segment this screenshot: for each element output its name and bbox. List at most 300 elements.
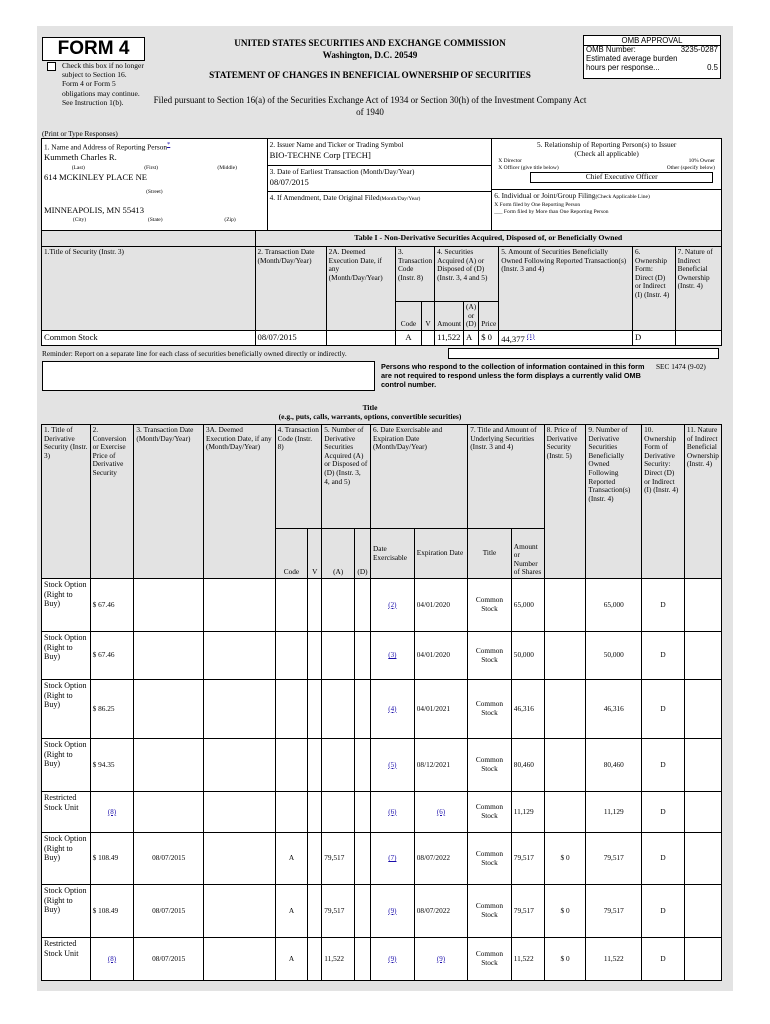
t2-form bbox=[642, 739, 685, 792]
t2-date-ex-header: Date Exercisable bbox=[370, 529, 414, 579]
t2-code bbox=[275, 938, 308, 981]
table-row bbox=[42, 885, 722, 938]
no-longer-subject-checkbox[interactable] bbox=[47, 62, 56, 71]
filing-one-mark[interactable]: X bbox=[494, 201, 499, 208]
t2-security bbox=[42, 579, 91, 632]
reporting-person-name: Kummeth Charles R. bbox=[44, 152, 117, 163]
t2-code-header: Code bbox=[275, 529, 308, 579]
t2-price-link[interactable]: (8) bbox=[107, 954, 117, 963]
t2-price bbox=[90, 885, 134, 938]
reporting-person-label: 1. Name and Address of Reporting Person bbox=[44, 142, 168, 152]
t2-deriv-price-text: $ 0 bbox=[560, 905, 570, 915]
t2-form-text: D bbox=[660, 650, 666, 660]
t1-security: Common Stock bbox=[42, 330, 256, 345]
t2-v bbox=[308, 680, 322, 739]
t2-owned bbox=[586, 792, 642, 833]
t2-acquired bbox=[322, 632, 355, 680]
t2-date bbox=[134, 938, 204, 981]
t2-nature bbox=[684, 885, 721, 938]
t2-underlying-amount-text: 11,129 bbox=[513, 806, 534, 816]
t2-deriv-price-text: $ 0 bbox=[560, 953, 570, 963]
t2-expiration bbox=[414, 739, 467, 792]
t2-price-text: $ 86.25 bbox=[92, 703, 115, 713]
reporting-city-state: MINNEAPOLIS, MN 55413 bbox=[44, 205, 145, 216]
t2-acquired bbox=[322, 579, 355, 632]
table-row bbox=[42, 579, 722, 632]
t2-expiration-text: 04/01/2021 bbox=[416, 703, 451, 713]
t2-date bbox=[134, 739, 204, 792]
t2-underlying-amount bbox=[511, 938, 544, 981]
t2-h6: 6. Date Exercisable and Expiration Date (Month/Day/Year) bbox=[370, 425, 467, 529]
t2-date bbox=[134, 833, 204, 885]
t2-underlying-title-text: Common Stock bbox=[475, 848, 504, 867]
table-row bbox=[42, 632, 722, 680]
table-1 bbox=[41, 230, 722, 346]
t2-price-text: $ 67.46 bbox=[92, 650, 115, 660]
t2-disposed bbox=[355, 739, 371, 792]
t2-deriv-price bbox=[544, 792, 586, 833]
table-row bbox=[42, 938, 722, 981]
t2-form-text: D bbox=[660, 806, 666, 816]
t2-h8: 8. Price of Derivative Security (Instr. 5) bbox=[544, 425, 586, 579]
t2-code bbox=[275, 792, 308, 833]
t2-price-text: $ 94.35 bbox=[92, 759, 115, 769]
t2-price bbox=[90, 632, 134, 680]
t2-title-block bbox=[150, 403, 590, 421]
t2-acquired-text: 79,517 bbox=[324, 853, 345, 863]
t2-date-text: 08/07/2015 bbox=[152, 953, 186, 963]
t2-underlying-amount bbox=[511, 885, 544, 938]
t2-date bbox=[134, 579, 204, 632]
t2-deriv-price-text: $ 0 bbox=[560, 853, 570, 863]
t2-price-link[interactable]: (8) bbox=[107, 807, 117, 816]
t2-underlying-amount bbox=[511, 632, 544, 680]
t2-underlying-title-text: Common Stock bbox=[475, 901, 504, 919]
t2-underlying-title-text: Common Stock bbox=[475, 802, 504, 820]
t2-deemed bbox=[204, 792, 276, 833]
t2-date bbox=[134, 632, 204, 680]
t2-deriv-price bbox=[544, 938, 586, 981]
t2-form bbox=[642, 885, 685, 938]
t2-code bbox=[275, 680, 308, 739]
t2-acquired bbox=[322, 833, 355, 885]
t2-acquired-text: 79,517 bbox=[324, 905, 345, 915]
t1-date: 08/07/2015 bbox=[255, 330, 326, 345]
table-row bbox=[42, 833, 722, 885]
t2-owned bbox=[586, 833, 642, 885]
statement-title: STATEMENT OF CHANGES IN BENEFICIAL OWNERSHIP OF SECURITIES bbox=[209, 70, 531, 80]
t2-h10: 10. Ownership Form of Derivative Security: Direct (D) or Indirect (I) (Instr. 4) bbox=[642, 425, 685, 579]
t2-deriv-price bbox=[544, 680, 586, 739]
t2-underlying-title bbox=[468, 833, 512, 885]
t2-date-exercisable-link[interactable]: (6) bbox=[388, 807, 397, 816]
issuer-label: 2. Issuer Name and Ticker or Trading Symbol bbox=[269, 140, 404, 149]
t1-code: A bbox=[395, 330, 421, 345]
t2-security bbox=[42, 739, 91, 792]
t2-underlying-title bbox=[468, 739, 512, 792]
t2-deriv-price bbox=[544, 739, 586, 792]
t2-v-header: V bbox=[308, 529, 322, 579]
t2-underlying-amount-text: 79,517 bbox=[513, 853, 534, 863]
sec-number: SEC 1474 (9-02) bbox=[656, 362, 706, 371]
t2-expiration bbox=[414, 885, 467, 938]
t2-date-exercisable bbox=[370, 938, 414, 981]
t2-security bbox=[42, 792, 91, 833]
t2-date-exercisable bbox=[370, 833, 414, 885]
t2-disposed bbox=[355, 833, 371, 885]
t1-h5: 5. Amount of Securities Beneficially Owned Following Reported Transaction(s) (Instr. 3 and 4) bbox=[499, 247, 633, 331]
t2-nature bbox=[684, 938, 721, 981]
t2-underlying-amount-text: 65,000 bbox=[513, 599, 534, 609]
t1-h7: 7. Nature of Indirect Beneficial Ownership (Instr. 4) bbox=[675, 247, 721, 331]
table-2 bbox=[41, 424, 722, 981]
t2-date-exercisable bbox=[370, 680, 414, 739]
t1-footnote-link[interactable]: (1) bbox=[526, 332, 535, 340]
t1-deemed bbox=[326, 330, 395, 345]
t2-deriv-price bbox=[544, 833, 586, 885]
form-label: FORM 4 bbox=[42, 37, 145, 61]
t2-nature bbox=[684, 792, 721, 833]
t2-a-header: (A) bbox=[322, 529, 355, 579]
filed-pursuant: Filed pursuant to Section 16(a) of the Securities Exchange Act of 1934 or Section 30(h) of the Investment Company Act of 1940 bbox=[153, 95, 587, 117]
check-box-text: Check this box if no longer subject to Section 16. Form 4 or Form 5 obligations may continue. See Instruction 1(b). bbox=[62, 61, 144, 107]
t2-form-text: D bbox=[660, 953, 666, 963]
t2-disposed bbox=[355, 579, 371, 632]
t1-code-header: Code bbox=[395, 302, 421, 331]
t2-deriv-price bbox=[544, 632, 586, 680]
t2-form bbox=[642, 632, 685, 680]
state-label: (State) bbox=[147, 217, 163, 224]
reporting-info-table bbox=[41, 138, 722, 231]
t2-v bbox=[308, 632, 322, 680]
t2-price-text: $ 108.49 bbox=[92, 853, 119, 863]
reporting-street: 614 MCKINLEY PLACE NE bbox=[44, 172, 148, 183]
t2-security-text: Stock Option (Right to Buy) bbox=[44, 633, 87, 661]
t2-amount-header: Amount or Number of Shares bbox=[511, 529, 544, 579]
t2-deemed bbox=[204, 885, 276, 938]
agency-location: Washington, D.C. 20549 bbox=[322, 50, 418, 60]
t2-form bbox=[642, 938, 685, 981]
t2-expiration-text: 04/01/2020 bbox=[416, 650, 451, 660]
t1-h3: 3. Transaction Code (Instr. 8) bbox=[395, 247, 434, 302]
t2-nature bbox=[684, 579, 721, 632]
t2-form-text: D bbox=[660, 905, 666, 915]
t1-v bbox=[421, 330, 434, 345]
relationship-sub: (Check all applicable) bbox=[574, 148, 639, 158]
t2-date-exercisable-link[interactable]: (5) bbox=[388, 760, 397, 769]
t2-code-text: A bbox=[288, 853, 295, 863]
t2-owned-text: 50,000 bbox=[603, 650, 624, 660]
table-row bbox=[42, 680, 722, 739]
t2-underlying-amount bbox=[511, 579, 544, 632]
t2-date-exercisable-link[interactable]: (9) bbox=[388, 906, 397, 915]
t2-h3a: 3A. Deemed Execution Date, if any (Month/Day/Year) bbox=[204, 425, 276, 579]
t2-disposed bbox=[355, 632, 371, 680]
t2-underlying-title bbox=[468, 885, 512, 938]
t2-nature bbox=[684, 739, 721, 792]
t2-disposed bbox=[355, 680, 371, 739]
t2-expiration bbox=[414, 833, 467, 885]
omb-approval-box bbox=[583, 35, 721, 79]
amendment-label: 4. If Amendment, Date Original Filed bbox=[269, 193, 380, 202]
t2-disposed bbox=[355, 792, 371, 833]
t2-security-text: Stock Option (Right to Buy) bbox=[44, 834, 87, 862]
agency-name: UNITED STATES SECURITIES AND EXCHANGE COMMISSION bbox=[234, 38, 506, 48]
t2-date-exercisable bbox=[370, 579, 414, 632]
t2-date-exercisable-link[interactable]: (7) bbox=[388, 854, 397, 863]
t2-underlying-amount-text: 79,517 bbox=[513, 905, 534, 915]
t2-price-text: $ 108.49 bbox=[92, 905, 119, 915]
t2-deemed bbox=[204, 938, 276, 981]
t2-expiration-link[interactable]: (6) bbox=[436, 807, 446, 816]
t2-deemed bbox=[204, 680, 276, 739]
t2-underlying-amount bbox=[511, 680, 544, 739]
t1-h1: 1.Title of Security (Instr. 3) bbox=[42, 247, 256, 331]
t2-owned-text: 11,129 bbox=[603, 806, 624, 816]
t2-owned bbox=[586, 938, 642, 981]
t2-h7: 7. Title and Amount of Underlying Securities (Instr. 3 and 4) bbox=[468, 425, 544, 529]
t2-owned-text: 11,522 bbox=[603, 953, 624, 963]
t2-form-text: D bbox=[660, 599, 666, 609]
officer-mark[interactable]: X bbox=[498, 164, 503, 171]
t1-spacer bbox=[42, 231, 256, 247]
t2-price-text: $ 67.46 bbox=[92, 599, 115, 609]
omb-hours-label: hours per response... bbox=[586, 62, 660, 72]
t2-date-exercisable-link[interactable]: (4) bbox=[388, 704, 397, 713]
t2-code bbox=[275, 739, 308, 792]
t2-underlying-amount-text: 46,316 bbox=[513, 703, 534, 713]
t2-underlying-amount-text: 80,460 bbox=[513, 759, 534, 769]
t1-ad-header: (A) or (D) bbox=[464, 302, 479, 331]
t2-acquired bbox=[322, 792, 355, 833]
t1-h4: 4. Securities Acquired (A) or Disposed of (D) (Instr. 3, 4 and 5) bbox=[435, 247, 499, 302]
omb-burden-label: Estimated average burden bbox=[586, 53, 678, 63]
t2-deemed bbox=[204, 739, 276, 792]
t2-form-text: D bbox=[660, 703, 666, 713]
print-label: (Print or Type Responses) bbox=[42, 129, 118, 138]
t2-security bbox=[42, 885, 91, 938]
omb-number: 3235-0287 bbox=[680, 45, 718, 54]
earliest-date-label: 3. Date of Earliest Transaction (Month/Day/Year) bbox=[269, 167, 415, 176]
filing-more: Form filed by More than One Reporting Person bbox=[503, 208, 609, 215]
t2-date-exercisable-link[interactable]: (9) bbox=[388, 954, 397, 963]
t2-security-text: Restricted Stock Unit bbox=[44, 793, 79, 812]
omb-number-label: OMB Number: bbox=[586, 45, 636, 54]
filing-sub: (Check Applicable Line) bbox=[595, 194, 650, 200]
t2-underlying-amount bbox=[511, 792, 544, 833]
t2-h9: 9. Number of Derivative Securities Beneficially Owned Following Reported Transaction(s) (Instr. 4) bbox=[586, 425, 642, 579]
t2-code bbox=[275, 579, 308, 632]
zip-label: (Zip) bbox=[224, 217, 236, 224]
t2-expiration bbox=[414, 632, 467, 680]
t1-nature bbox=[675, 330, 721, 345]
t2-form bbox=[642, 792, 685, 833]
t2-deemed bbox=[204, 579, 276, 632]
t2-underlying-amount-text: 11,522 bbox=[513, 953, 534, 963]
t2-owned bbox=[586, 632, 642, 680]
t2-date bbox=[134, 885, 204, 938]
t2-date-exercisable bbox=[370, 632, 414, 680]
t2-h1: 1. Title of Derivative Security (Instr. 3) bbox=[42, 425, 91, 579]
first-label: (First) bbox=[144, 165, 158, 172]
t2-date-exercisable bbox=[370, 885, 414, 938]
t2-underlying-title-text: Common Stock bbox=[475, 595, 504, 613]
t2-v bbox=[308, 579, 322, 632]
t2-exp-header: Expiration Date bbox=[414, 529, 467, 579]
street-label: (Street) bbox=[146, 189, 163, 196]
amendment-sub: (Month/Day/Year) bbox=[379, 196, 421, 202]
t2-nature bbox=[684, 632, 721, 680]
t1-v-header: V bbox=[421, 302, 434, 331]
t2-v bbox=[308, 885, 322, 938]
t2-code bbox=[275, 632, 308, 680]
reminder-text: Reminder: Report on a separate line for each class of securities beneficially owned directly or indirectly. bbox=[42, 349, 347, 358]
t1-amount-header: Amount bbox=[435, 302, 464, 331]
t2-price bbox=[90, 792, 134, 833]
last-label: (Last) bbox=[71, 165, 85, 172]
owner-label: 10% Owner bbox=[688, 158, 715, 165]
t1-owned-cell bbox=[499, 330, 633, 345]
t2-owned bbox=[586, 680, 642, 739]
officer-title: Chief Executive Officer bbox=[530, 172, 713, 183]
t2-v bbox=[308, 938, 322, 981]
filing-one: Form filed by One Reporting Person bbox=[499, 201, 581, 208]
t2-underlying-title bbox=[468, 792, 512, 833]
t2-expiration-link[interactable]: (9) bbox=[436, 954, 446, 963]
director-label: Director bbox=[503, 158, 522, 165]
t2-date-exercisable-link[interactable]: (2) bbox=[388, 600, 397, 609]
t2-security bbox=[42, 680, 91, 739]
t2-underlying-title bbox=[468, 680, 512, 739]
t2-price bbox=[90, 739, 134, 792]
t2-owned bbox=[586, 579, 642, 632]
t2-owned bbox=[586, 885, 642, 938]
t2-form bbox=[642, 833, 685, 885]
t2-form-text: D bbox=[660, 759, 666, 769]
t2-date-exercisable-link[interactable]: (3) bbox=[388, 651, 397, 660]
t2-expiration bbox=[414, 938, 467, 981]
t2-deriv-price bbox=[544, 885, 586, 938]
t2-code-text: A bbox=[288, 953, 295, 963]
t2-price bbox=[90, 833, 134, 885]
t2-security-text: Stock Option (Right to Buy) bbox=[44, 740, 87, 768]
t2-price bbox=[90, 680, 134, 739]
t1-amount: 11,522 bbox=[435, 330, 464, 345]
t2-nature bbox=[684, 833, 721, 885]
earliest-date: 08/07/2015 bbox=[269, 176, 309, 187]
t1-owned: 44,377 bbox=[501, 333, 525, 344]
omb-hours: 0.5 bbox=[707, 62, 718, 72]
t2-date bbox=[134, 792, 204, 833]
t2-disposed bbox=[355, 938, 371, 981]
t2-acquired bbox=[322, 739, 355, 792]
reporting-person-cell bbox=[42, 139, 268, 231]
persons-notice: Persons who respond to the collection of information contained in this form are not required to respond unless the form displays a currently valid OMB control number. bbox=[381, 362, 645, 389]
t2-date-exercisable bbox=[370, 739, 414, 792]
t2-date-exercisable bbox=[370, 792, 414, 833]
t2-owned-text: 80,460 bbox=[603, 759, 624, 769]
other-label: Other (specify below) bbox=[666, 164, 715, 171]
t2-h5: 5. Number of Derivative Securities Acquired (A) or Disposed of (D) (Instr. 3, 4, and 5) bbox=[322, 425, 371, 529]
t2-v bbox=[308, 739, 322, 792]
t2-underlying-title-text: Common Stock bbox=[475, 699, 504, 717]
t2-date-text: 08/07/2015 bbox=[152, 905, 186, 915]
t1-h2: 2. Transaction Date (Month/Day/Year) bbox=[255, 247, 326, 331]
t2-expiration bbox=[414, 579, 467, 632]
t2-subtitle: (e.g., puts, calls, warrants, options, convertible securities) bbox=[278, 412, 462, 421]
t2-h3: 3. Transaction Date (Month/Day/Year) bbox=[134, 425, 204, 579]
t2-underlying-title-text: Common Stock bbox=[475, 949, 504, 967]
t2-security-text: Restricted Stock Unit bbox=[44, 939, 79, 958]
director-mark[interactable]: X bbox=[498, 158, 503, 165]
t2-v bbox=[308, 792, 322, 833]
t2-owned-text: 46,316 bbox=[603, 703, 624, 713]
t2-security bbox=[42, 833, 91, 885]
officer-label: Officer (give title below) bbox=[503, 164, 559, 171]
t2-code bbox=[275, 885, 308, 938]
t2-form-text: D bbox=[660, 853, 666, 863]
reminder-box bbox=[448, 348, 719, 359]
t1-form: D bbox=[633, 330, 676, 345]
t2-owned-text: 79,517 bbox=[603, 853, 624, 863]
t2-acquired bbox=[322, 680, 355, 739]
t2-owned-text: 79,517 bbox=[603, 905, 624, 915]
t2-deriv-price bbox=[544, 579, 586, 632]
t2-form bbox=[642, 579, 685, 632]
t2-acquired-text: 11,522 bbox=[324, 953, 345, 963]
t2-price bbox=[90, 938, 134, 981]
middle-label: (Middle) bbox=[217, 165, 237, 172]
t2-date-text: 08/07/2015 bbox=[152, 853, 186, 863]
asterisk-link[interactable]: * bbox=[167, 141, 171, 148]
t1-ad: A bbox=[464, 330, 479, 345]
city-label: (City) bbox=[72, 217, 87, 224]
table-row bbox=[42, 330, 722, 345]
t2-expiration bbox=[414, 680, 467, 739]
t2-disposed bbox=[355, 885, 371, 938]
t2-underlying-title bbox=[468, 938, 512, 981]
issuer-value: BIO-TECHNE Corp [TECH] bbox=[269, 149, 371, 160]
table-row bbox=[42, 739, 722, 792]
t2-deemed bbox=[204, 632, 276, 680]
relationship-cell: 5. Relationship of Reporting Person(s) to Issuer (Check all applicable) X Director 10% Owner X Officer (give title below) Other (specify below) Chief Executive Officer 6. Individual or Joint/Group Filing(Check Applicable Line) X Form filed by One Reporting Person ___ Form filed by More than One Reporting Person bbox=[492, 139, 722, 231]
t2-code-text: A bbox=[288, 905, 295, 915]
t2-security bbox=[42, 632, 91, 680]
t2-nature bbox=[684, 680, 721, 739]
t1-price-header: Price bbox=[479, 302, 499, 331]
agency-header bbox=[190, 37, 550, 61]
t1-price: $ 0 bbox=[479, 330, 499, 345]
t2-h4: 4. Transaction Code (Instr. 8) bbox=[275, 425, 322, 529]
t2-h2: 2. Conversion or Exercise Price of Derivative Security bbox=[90, 425, 134, 579]
t2-form bbox=[642, 680, 685, 739]
t2-underlying-title-text: Common Stock bbox=[475, 645, 504, 664]
t2-security bbox=[42, 938, 91, 981]
t2-security-text: Stock Option (Right to Buy) bbox=[44, 886, 87, 914]
persons-box bbox=[42, 361, 375, 391]
t2-owned-text: 65,000 bbox=[603, 599, 624, 609]
t1-h6: 6. Ownership Form: Direct (D) or Indirect (I) (Instr. 4) bbox=[633, 247, 676, 331]
t2-acquired bbox=[322, 938, 355, 981]
t2-expiration-text: 04/01/2020 bbox=[416, 599, 451, 609]
t2-owned bbox=[586, 739, 642, 792]
t2-d-header: (D) bbox=[355, 529, 371, 579]
t2-underlying-amount bbox=[511, 739, 544, 792]
t2-security-text: Stock Option (Right to Buy) bbox=[44, 580, 87, 608]
filing-label: 6. Individual or Joint/Group Filing bbox=[494, 191, 596, 200]
t2-price bbox=[90, 579, 134, 632]
t2-code bbox=[275, 833, 308, 885]
